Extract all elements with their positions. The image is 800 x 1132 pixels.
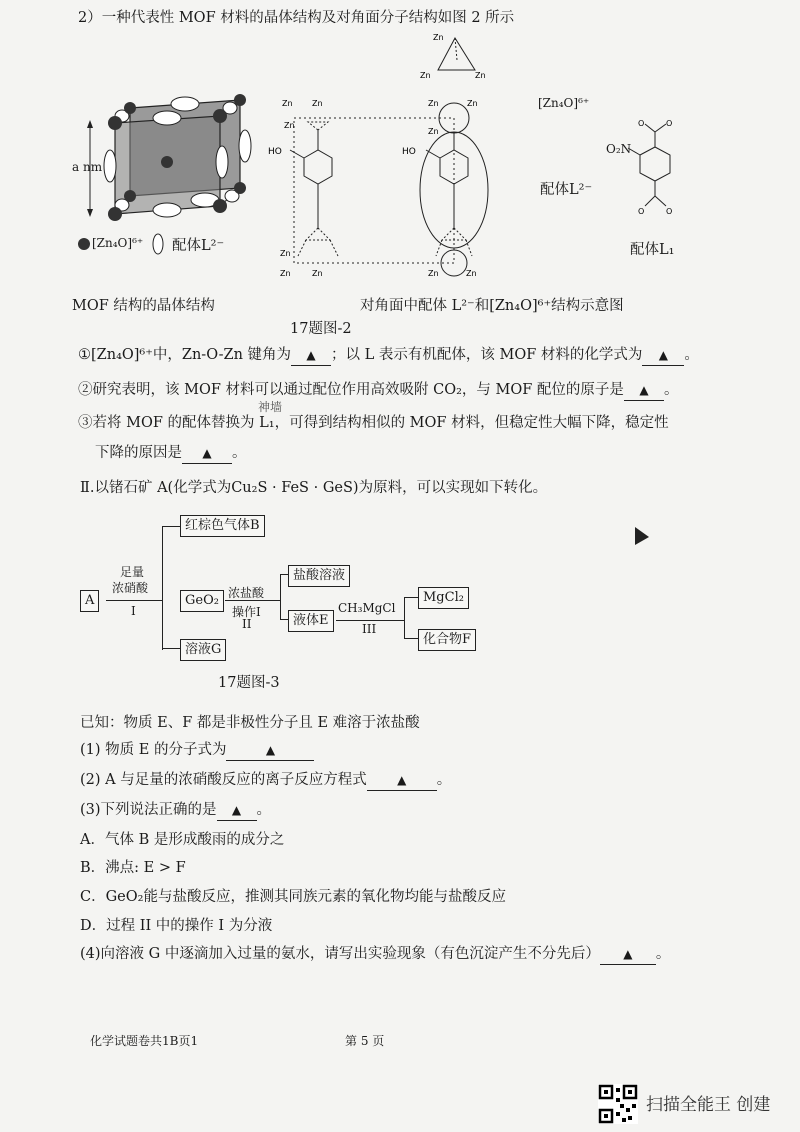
flow-step2-bot: II: [242, 617, 252, 631]
ligand-l2-label: 配体L²⁻: [540, 182, 593, 198]
flow-step2-top: 浓盐酸: [228, 586, 265, 600]
footer-left: 化学试题卷共1B页1: [90, 1034, 199, 1048]
figure3-number: 17题图-3: [218, 675, 280, 691]
zn-label: Zn: [280, 249, 291, 258]
caption-left: MOF 结构的晶体结构: [72, 298, 215, 314]
question-3: ③若将 MOF 的配体替换为 L₁，可得到结构相似的 MOF 材料，但稳定性大幅下降，稳定性: [78, 415, 669, 431]
flow-step3-bot: III: [362, 622, 377, 636]
ligand-ellipse: [153, 111, 181, 125]
caption-right: 对角面中配体 L²⁻和[Zn₄O]⁶⁺结构示意图: [360, 298, 624, 314]
zn-label: Zn: [428, 269, 439, 278]
zn4o-node: [161, 156, 173, 168]
zn-label: Zn: [280, 269, 291, 278]
ho-label: HO: [268, 147, 282, 157]
zn-label: Zn: [312, 99, 323, 108]
ligand-l1-structure: [610, 120, 700, 240]
flow-hcl-solution: 盐酸溶液: [288, 565, 350, 587]
zn4o-node: [213, 109, 227, 123]
zn-label: Zn: [312, 269, 323, 278]
part2-q2: (2) A 与足量的浓硝酸反应的离子反应方程式 ▲ 。: [80, 770, 451, 791]
svg-text:O: O: [638, 207, 645, 216]
zn4o-node: [234, 94, 246, 106]
question-3-cont: 下降的原因是 ▲ 。: [95, 443, 247, 464]
part2-q3: (3)下列说法正确的是 ▲ 。: [80, 800, 271, 821]
flow-a: A: [80, 590, 99, 612]
flow-mgcl2: MgCl₂: [418, 587, 469, 609]
zn-label: Zn: [466, 269, 477, 278]
benzene-ring: [640, 147, 670, 181]
zn-label: Zn: [475, 71, 486, 80]
cube-dimension-label: a nm: [72, 160, 103, 174]
zn-label: Zn: [467, 99, 478, 108]
flow-liquid-e: 液体E: [288, 610, 334, 632]
question-2: ②研究表明，该 MOF 材料可以通过配位作用高效吸附 CO₂，与 MOF 配位的原子是 ▲ 。: [78, 380, 678, 401]
zn-label: Zn: [428, 99, 439, 108]
legend-ligand-label: 配体L²⁻: [172, 238, 225, 254]
ligand-ellipse: [171, 97, 199, 111]
scanner-watermark: 扫描全能王 创建: [646, 1095, 771, 1115]
option-d: D．过程 II 中的操作 I 为分液: [80, 918, 273, 934]
diagonal-plane-figure: [270, 30, 530, 280]
legend-ligand-icon: [153, 234, 163, 254]
cursor-icon: [634, 526, 650, 546]
flow-solution-g: 溶液G: [180, 639, 226, 661]
flow-step3-top: CH₃MgCl: [338, 601, 396, 615]
benzene-ring: [304, 150, 332, 184]
qr-code-icon: [598, 1084, 638, 1124]
flow-step1-mid: 浓硝酸: [112, 581, 149, 595]
zn-label: Zn: [284, 121, 295, 130]
intro-line: 2）一种代表性 MOF 材料的晶体结构及对角面分子结构如图 2 所示: [78, 10, 515, 26]
flow-step1-top: 足量: [120, 565, 145, 579]
svg-text:O: O: [666, 119, 673, 128]
ligand-ellipse: [153, 203, 181, 217]
legend-node-label: [Zn₄O]⁶⁺: [92, 236, 144, 250]
part2-q4: (4)向溶液 G 中逐滴加入过量的氨水，请写出实验现象（有色沉淀产生不分先后） ▲ 。: [80, 944, 670, 965]
watermark-text: 神墙: [258, 400, 283, 414]
o2n-label: O₂N: [606, 142, 632, 156]
question-1: ①[Zn₄O]⁶⁺中，Zn-O-Zn 键角为 ▲ ；以 L 表示有机配体，该 MOF 材料的化学式为 ▲ 。: [78, 345, 699, 366]
right-node-label: [Zn₄O]⁶⁺: [538, 96, 590, 110]
option-a: A．气体 B 是形成酸雨的成分之: [80, 832, 285, 848]
zn-label: Zn: [428, 127, 439, 136]
part2-q1: (1) 物质 E 的分子式为 ▲: [80, 740, 314, 761]
footer-page: 第 5 页: [345, 1034, 385, 1048]
flow-step2-mid: 操作I: [232, 605, 261, 619]
zn-label: Zn: [420, 71, 431, 80]
flow-compound-f: 化合物F: [418, 629, 476, 651]
ligand-l1-label: 配体L₁: [630, 242, 675, 258]
zn4o-node: [124, 190, 136, 202]
flow-step1-bot: I: [131, 604, 136, 618]
zn4o-node: [124, 102, 136, 114]
option-c: C．GeO₂能与盐酸反应，推测其同族元素的氧化物均能与盐酸反应: [80, 889, 506, 905]
flow-geo2: GeO₂: [180, 590, 224, 612]
ho-label: HO: [402, 147, 416, 157]
flow-gas-b: 红棕色气体B: [180, 515, 265, 537]
figure2-number: 17题图-2: [290, 321, 352, 337]
zn4o-node: [234, 182, 246, 194]
zn-label: Zn: [433, 33, 444, 42]
zn4o-node: [213, 199, 227, 213]
legend-node-icon: [78, 238, 90, 250]
part2-intro: Ⅱ.以锗石矿 A(化学式为Cu₂S · FeS · GeS)为原料，可以实现如下转化。: [80, 480, 548, 496]
zn4o-node: [108, 207, 122, 221]
zn4o-node: [108, 116, 122, 130]
ligand-ellipse: [239, 130, 251, 162]
svg-text:O: O: [638, 119, 645, 128]
part2-known: 已知：物质 E、F 都是非极性分子且 E 难溶于浓盐酸: [80, 715, 420, 731]
zn-label: Zn: [282, 99, 293, 108]
svg-text:O: O: [666, 207, 673, 216]
ligand-ellipse: [216, 146, 228, 178]
option-b: B．沸点: E > F: [80, 860, 186, 876]
ligand-ellipse: [104, 150, 116, 182]
